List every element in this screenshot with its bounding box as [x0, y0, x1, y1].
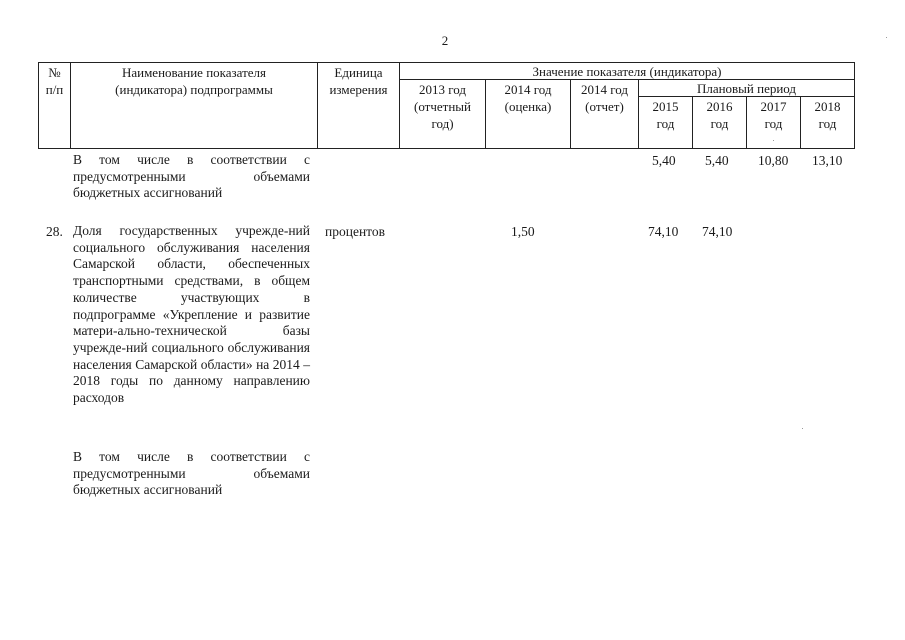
header-unit-line: Единица: [334, 65, 383, 80]
header-2014-report: [571, 81, 638, 115]
row-value-2015: 5,40: [652, 153, 676, 168]
header-value-group: Значение показателя (индикатора): [532, 64, 722, 79]
header-2015-line: год: [656, 116, 675, 131]
header-name-line: Наименование показателя: [121, 65, 267, 80]
header-num-line: п/п: [45, 82, 64, 97]
row-unit: процентов: [325, 224, 386, 239]
page-number: 2: [441, 33, 449, 48]
header-unit-line: измерения: [329, 82, 388, 97]
scan-speck: [802, 428, 803, 429]
header-num-line: №: [48, 65, 61, 80]
scan-speck: [773, 140, 774, 141]
header-2013-line: 2013 год: [419, 82, 466, 97]
header-2016-line: 2016: [706, 99, 733, 114]
row-number: 28.: [46, 224, 63, 239]
header-2015-line: 2015: [652, 99, 679, 114]
header-num: [39, 64, 70, 98]
header-2018: [801, 98, 854, 132]
row-value-2018: 13,10: [812, 153, 843, 168]
header-name: [71, 64, 317, 98]
row-name: В том числе в соответствии с предусмотренными объемами бюджетных ассигнований: [73, 152, 310, 201]
header-2017: [747, 98, 800, 132]
row-value-2015: 74,10: [648, 224, 679, 239]
header-2016-line: год: [710, 116, 729, 131]
col-rule-10: [854, 62, 855, 149]
row-value-2014-estimate: 1,50: [511, 224, 535, 239]
row-value-2017: 10,80: [758, 153, 789, 168]
header-name-line: (индикатора) подпрограммы: [115, 82, 273, 97]
header-2014e-line: 2014 год: [504, 82, 552, 97]
header-2017-line: 2017: [760, 99, 787, 114]
header-unit: [318, 64, 399, 98]
row-name: В том числе в соответствии с предусмотренными объемами бюджетных ассигнований: [73, 449, 310, 498]
header-bottom-rule: [38, 148, 854, 149]
header-plan-group: Плановый период: [696, 81, 797, 96]
header-2013-line: год): [431, 116, 454, 131]
header-2014-estimate: [486, 81, 570, 115]
header-2015: [639, 98, 692, 132]
header-2018-line: год: [818, 116, 837, 131]
scan-speck: [886, 37, 887, 38]
header-2014r-line: 2014 год: [581, 82, 628, 97]
header-2014e-line: (оценка): [504, 99, 552, 114]
header-2013: [400, 81, 485, 132]
row-value-2016: 74,10: [702, 224, 733, 239]
header-2017-line: год: [764, 116, 783, 131]
header-2016: [693, 98, 746, 132]
header-2018-line: 2018: [814, 99, 841, 114]
header-2014r-line: (отчет): [585, 99, 624, 114]
row-name: Доля государственных учрежде-ний социального обслуживания населения Самарской области, обеспеченных транспортными средствами, в общем количестве участвующих в подпрограмме «Укрепление и развитие матери-ально-технической базы учрежде-ний социального обслуживания населения Самарской области» на 2014 – 2018 годы по данному направлению расходов: [73, 223, 310, 406]
row-value-2016: 5,40: [705, 153, 729, 168]
header-2013-line: (отчетный: [414, 99, 471, 114]
